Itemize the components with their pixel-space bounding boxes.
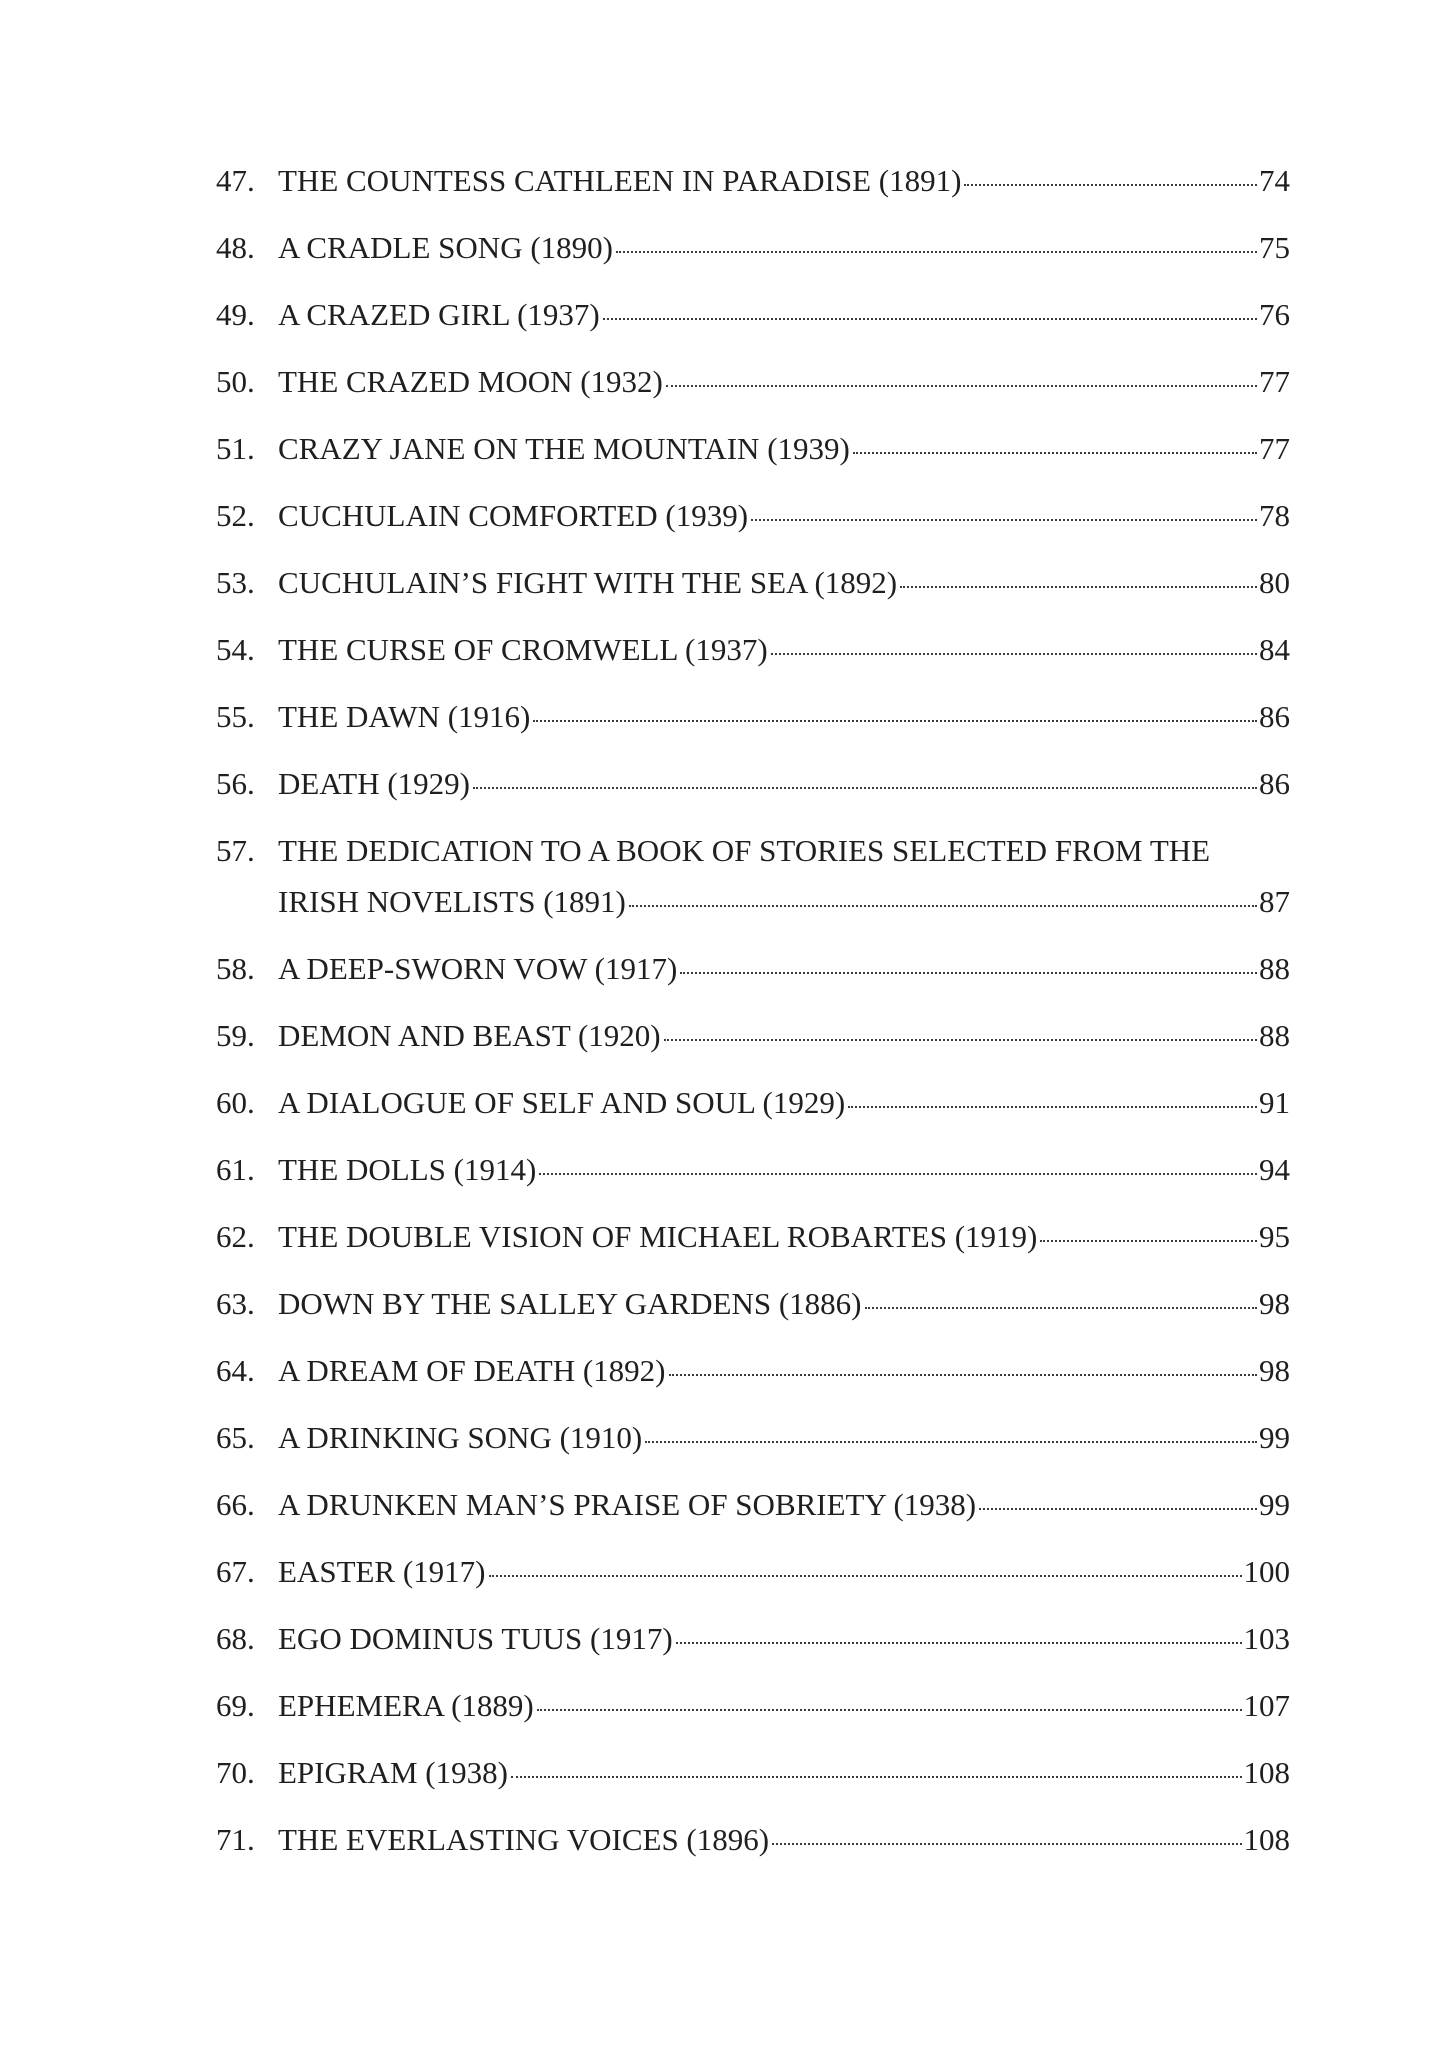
dot-leader — [1040, 1240, 1257, 1242]
toc-entry[interactable] — [216, 1151, 1290, 1189]
entry-line — [278, 363, 1290, 401]
entry-number: 47. — [216, 163, 255, 198]
entry-title: CRAZY JANE ON THE MOUNTAIN (1939) — [278, 431, 850, 466]
entry-title: A DRINKING SONG (1910) — [278, 1420, 643, 1455]
entry-line — [278, 950, 1290, 988]
dot-leader — [751, 519, 1257, 521]
entry-number: 69. — [216, 1688, 255, 1723]
entry-line — [278, 1553, 1290, 1591]
entry-line — [278, 1285, 1290, 1323]
dot-leader — [489, 1575, 1242, 1577]
dot-leader — [473, 787, 1257, 789]
entry-number: 49. — [216, 297, 255, 332]
entry-body — [278, 1017, 1290, 1055]
entry-title: EPIGRAM (1938) — [278, 1755, 508, 1790]
entry-title: THE DOUBLE VISION OF MICHAEL ROBARTES (1919) — [278, 1219, 1038, 1254]
entry-title: A DRUNKEN MAN’S PRAISE OF SOBRIETY (1938) — [278, 1487, 977, 1522]
entry-title: EGO DOMINUS TUUS (1917) — [278, 1621, 673, 1656]
entry-body — [278, 162, 1290, 200]
dot-leader — [772, 1843, 1241, 1845]
entry-number: 58. — [216, 951, 255, 986]
dot-leader — [848, 1106, 1257, 1108]
dot-leader — [511, 1776, 1242, 1778]
toc-entry[interactable] — [216, 1218, 1290, 1256]
entry-body — [278, 832, 1290, 921]
toc-entry[interactable] — [216, 1285, 1290, 1323]
toc-entry[interactable] — [216, 1084, 1290, 1122]
entry-title: CUCHULAIN’S FIGHT WITH THE SEA (1892) — [278, 565, 898, 600]
toc-entry[interactable] — [216, 229, 1290, 267]
page-number: 99 — [1259, 1487, 1290, 1522]
entry-body — [278, 564, 1290, 602]
dot-leader — [669, 1374, 1258, 1376]
entry-body — [278, 1754, 1290, 1792]
page-number: 75 — [1259, 230, 1290, 265]
entry-line — [278, 698, 1290, 736]
toc-entry[interactable] — [216, 1754, 1290, 1792]
toc-entry[interactable] — [216, 564, 1290, 602]
entry-title: THE DAWN (1916) — [278, 699, 531, 734]
entry-line — [278, 1084, 1290, 1122]
entry-body — [278, 1218, 1290, 1256]
entry-line — [278, 296, 1290, 334]
page-number: 80 — [1259, 565, 1290, 600]
dot-leader — [533, 720, 1257, 722]
entry-number: 52. — [216, 498, 255, 533]
dot-leader — [666, 385, 1257, 387]
toc-entry[interactable] — [216, 363, 1290, 401]
toc-entry[interactable] — [216, 1553, 1290, 1591]
entry-body — [278, 229, 1290, 267]
entry-title: DEMON AND BEAST (1920) — [278, 1018, 661, 1053]
entry-body — [278, 1151, 1290, 1189]
entry-body — [278, 950, 1290, 988]
dot-leader — [539, 1173, 1257, 1175]
toc-entry[interactable] — [216, 1687, 1290, 1725]
entry-title: THE COUNTESS CATHLEEN IN PARADISE (1891) — [278, 163, 962, 198]
page-number: 86 — [1259, 699, 1290, 734]
toc-entry[interactable] — [216, 1486, 1290, 1524]
entry-number: 61. — [216, 1152, 255, 1187]
entry-title-line: THE DEDICATION TO A BOOK OF STORIES SELECTED FROM THE — [278, 833, 1211, 868]
entry-body — [278, 497, 1290, 535]
entry-body — [278, 631, 1290, 669]
entry-number: 50. — [216, 364, 255, 399]
page-number: 87 — [1259, 884, 1290, 919]
entry-title: A DEEP-SWORN VOW (1917) — [278, 951, 678, 986]
entry-line — [278, 1486, 1290, 1524]
dot-leader — [537, 1709, 1242, 1711]
dot-leader — [979, 1508, 1257, 1510]
page-number: 88 — [1259, 951, 1290, 986]
entry-number: 51. — [216, 431, 255, 466]
dot-leader — [900, 586, 1257, 588]
entry-body — [278, 1285, 1290, 1323]
entry-number: 67. — [216, 1554, 255, 1589]
page-number: 88 — [1259, 1018, 1290, 1053]
toc-entry[interactable] — [216, 1419, 1290, 1457]
dot-leader — [603, 318, 1257, 320]
entry-body — [278, 296, 1290, 334]
entry-body — [278, 1486, 1290, 1524]
entry-title: DOWN BY THE SALLEY GARDENS (1886) — [278, 1286, 862, 1321]
entry-line — [278, 1151, 1290, 1189]
entry-title: THE EVERLASTING VOICES (1896) — [278, 1822, 770, 1857]
dot-leader — [616, 251, 1257, 253]
entry-body — [278, 765, 1290, 803]
dot-leader — [645, 1441, 1257, 1443]
entry-number: 63. — [216, 1286, 255, 1321]
entry-number: 48. — [216, 230, 255, 265]
entry-number: 64. — [216, 1353, 255, 1388]
entry-line — [278, 1017, 1290, 1055]
entry-body — [278, 1620, 1290, 1658]
dot-leader — [680, 972, 1257, 974]
entry-title: A DREAM OF DEATH (1892) — [278, 1353, 666, 1388]
entry-body — [278, 1084, 1290, 1122]
entry-line — [278, 1352, 1290, 1390]
entry-title: CUCHULAIN COMFORTED (1939) — [278, 498, 749, 533]
page-number: 86 — [1259, 766, 1290, 801]
page-number: 94 — [1259, 1152, 1290, 1187]
dot-leader — [664, 1039, 1257, 1041]
entry-line — [278, 1419, 1290, 1457]
entry-line — [278, 1687, 1290, 1725]
entry-number: 56. — [216, 766, 255, 801]
page-number: 100 — [1243, 1554, 1290, 1589]
entry-body — [278, 1352, 1290, 1390]
page-number: 108 — [1243, 1755, 1290, 1790]
entry-line — [278, 162, 1290, 200]
page-number: 77 — [1259, 364, 1290, 399]
entry-title: EPHEMERA (1889) — [278, 1688, 534, 1723]
entry-line — [278, 1754, 1290, 1792]
dot-leader — [771, 653, 1257, 655]
entry-number: 54. — [216, 632, 255, 667]
entry-number: 55. — [216, 699, 255, 734]
page-number: 108 — [1243, 1822, 1290, 1857]
entry-body — [278, 1419, 1290, 1457]
entry-title: EASTER (1917) — [278, 1554, 486, 1589]
entry-line — [278, 765, 1290, 803]
entry-line — [278, 631, 1290, 669]
toc-entry[interactable] — [216, 497, 1290, 535]
page-number: 99 — [1259, 1420, 1290, 1455]
entry-number: 62. — [216, 1219, 255, 1254]
page-number: 98 — [1259, 1353, 1290, 1388]
entry-title: IRISH NOVELISTS (1891) — [278, 884, 626, 919]
entry-title: THE CRAZED MOON (1932) — [278, 364, 663, 399]
entry-body — [278, 1821, 1290, 1859]
toc-entry[interactable] — [216, 950, 1290, 988]
page-number: 77 — [1259, 431, 1290, 466]
entry-number: 53. — [216, 565, 255, 600]
entry-line — [278, 1620, 1290, 1658]
page-number: 95 — [1259, 1219, 1290, 1254]
entry-number: 60. — [216, 1085, 255, 1120]
entry-line — [278, 1821, 1290, 1859]
entry-title: A DIALOGUE OF SELF AND SOUL (1929) — [278, 1085, 846, 1120]
entry-line — [278, 229, 1290, 267]
entry-line — [278, 564, 1290, 602]
page-number: 78 — [1259, 498, 1290, 533]
page-number: 74 — [1259, 163, 1290, 198]
toc-entry[interactable] — [216, 765, 1290, 803]
toc-entry[interactable] — [216, 1821, 1290, 1859]
toc-entry[interactable] — [216, 631, 1290, 669]
entry-body — [278, 363, 1290, 401]
page-number: 91 — [1259, 1085, 1290, 1120]
entry-number: 68. — [216, 1621, 255, 1656]
entry-line — [278, 1218, 1290, 1256]
page-number: 76 — [1259, 297, 1290, 332]
dot-leader — [964, 184, 1257, 186]
dot-leader — [853, 452, 1257, 454]
toc-entry[interactable] — [216, 430, 1290, 468]
entry-number: 65. — [216, 1420, 255, 1455]
page-number: 84 — [1259, 632, 1290, 667]
entry-number: 57. — [216, 833, 255, 868]
page-number: 98 — [1259, 1286, 1290, 1321]
toc-entry[interactable] — [216, 698, 1290, 736]
entry-line — [278, 883, 1290, 921]
entry-body — [278, 1687, 1290, 1725]
entry-line — [278, 430, 1290, 468]
entry-title: DEATH (1929) — [278, 766, 470, 801]
toc-entry[interactable] — [216, 832, 1290, 921]
dot-leader — [629, 905, 1257, 907]
entry-line — [278, 497, 1290, 535]
entry-number: 70. — [216, 1755, 255, 1790]
page-number: 107 — [1243, 1688, 1290, 1723]
entry-body — [278, 430, 1290, 468]
dot-leader — [676, 1642, 1242, 1644]
toc-entry[interactable] — [216, 296, 1290, 334]
page-number: 103 — [1243, 1621, 1290, 1656]
entry-body — [278, 1553, 1290, 1591]
entry-number: 66. — [216, 1487, 255, 1522]
toc-entry[interactable] — [216, 1620, 1290, 1658]
toc-entry[interactable] — [216, 1352, 1290, 1390]
entry-title: A CRAZED GIRL (1937) — [278, 297, 600, 332]
entry-title: THE DOLLS (1914) — [278, 1152, 537, 1187]
entry-body — [278, 698, 1290, 736]
dot-leader — [865, 1307, 1257, 1309]
entry-title: A CRADLE SONG (1890) — [278, 230, 613, 265]
entry-number: 71. — [216, 1822, 255, 1857]
toc-entry[interactable] — [216, 1017, 1290, 1055]
entry-title: THE CURSE OF CROMWELL (1937) — [278, 632, 768, 667]
toc-entry[interactable] — [216, 162, 1290, 200]
entry-number: 59. — [216, 1018, 255, 1053]
table-of-contents — [216, 162, 1290, 1888]
